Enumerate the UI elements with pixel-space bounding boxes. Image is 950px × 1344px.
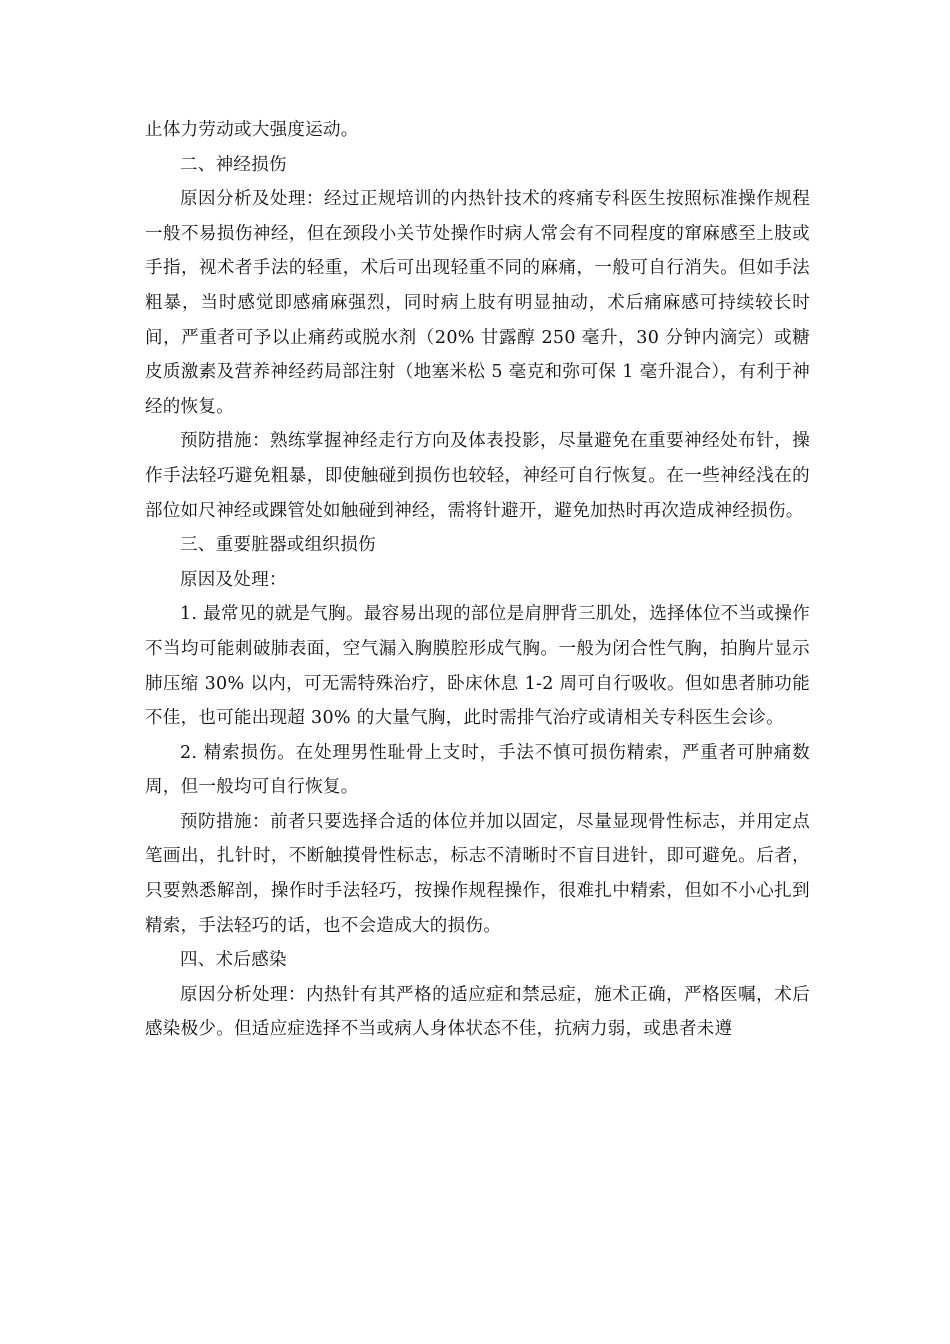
- paragraph-infection-cause: 原因分析处理：内热针有其严格的适应症和禁忌症，施术正确，严格医嘱，术后感染极少。但适应症选择不当或病人身体状态不佳，抗病力弱，或患者未遵: [145, 984, 810, 1040]
- paragraph-nerve-prevention: 预防措施：熟练掌握神经走行方向及体表投影，尽量避免在重要神经处布针，操作手法轻巧避免粗暴，即使触碰到损伤也较轻，神经可自行恢复。在一些神经浅在的部位如尺神经或踝管处如触碰到神经，需将针避开，避免加热时再次造成神经损伤。: [145, 431, 810, 521]
- document-body: [145, 113, 810, 1047]
- paragraph-pneumothorax: 1. 最常见的就是气胸。最容易出现的部位是肩胛背三肌处，选择体位不当或操作不当均可能刺破肺表面，空气漏入胸膜腔形成气胸。一般为闭合性气胸，拍胸片显示肺压缩 30% 以内，可无需特殊治疗，卧床休息 1-2 周可自行吸收。但如患者肺功能不佳，也可能出现超 30% 的大量气胸，此时需排气治疗或请相关专科医生会诊。: [145, 604, 810, 729]
- section-heading-nerve-injury: 二、神经损伤: [180, 154, 287, 175]
- paragraph-continuation: 止体力劳动或大强度运动。: [145, 120, 359, 140]
- section-heading-infection: 四、术后感染: [180, 950, 287, 971]
- paragraph-organ-prevention: 预防措施：前者只要选择合适的体位并加以固定，尽量显现骨性标志，并用定点笔画出，扎针时，不断触摸骨性标志，标志不清晰时不盲目进针，即可避免。后者，只要熟悉解剖，操作时手法轻巧，按操作规程操作，很难扎中精索，但如不小心扎到精索，手法轻巧的话，也不会造成大的损伤。: [145, 811, 810, 936]
- paragraph-organ-cause-label: 原因及处理：: [180, 569, 287, 590]
- paragraph-nerve-cause: 原因分析及处理：经过正规培训的内热针技术的疼痛专科医生按照标准操作规程一般不易损伤神经，但在颈段小关节处操作时病人常会有不同程度的窜麻感至上肢或手指，视术者手法的轻重，术后可出现轻重不同的麻痛，一般可自行消失。但如手法粗暴，当时感觉即感痛麻强烈，同时病上肢有明显抽动，术后痛麻感可持续较长时间，严重者可予以止痛药或脱水剂（20% 甘露醇 250 毫升，30 分钟内滴完）或糖皮质激素及营养神经药局部注射（地塞米松 5 毫克和弥可保 1 毫升混合），有利于神经的恢复。: [145, 189, 810, 417]
- paragraph-spermatic-cord: 2. 精索损伤。在处理男性耻骨上支时，手法不慎可损伤精索，严重者可肿痛数周，但一般均可自行恢复。: [145, 742, 810, 798]
- section-heading-organ-injury: 三、重要脏器或组织损伤: [180, 535, 376, 556]
